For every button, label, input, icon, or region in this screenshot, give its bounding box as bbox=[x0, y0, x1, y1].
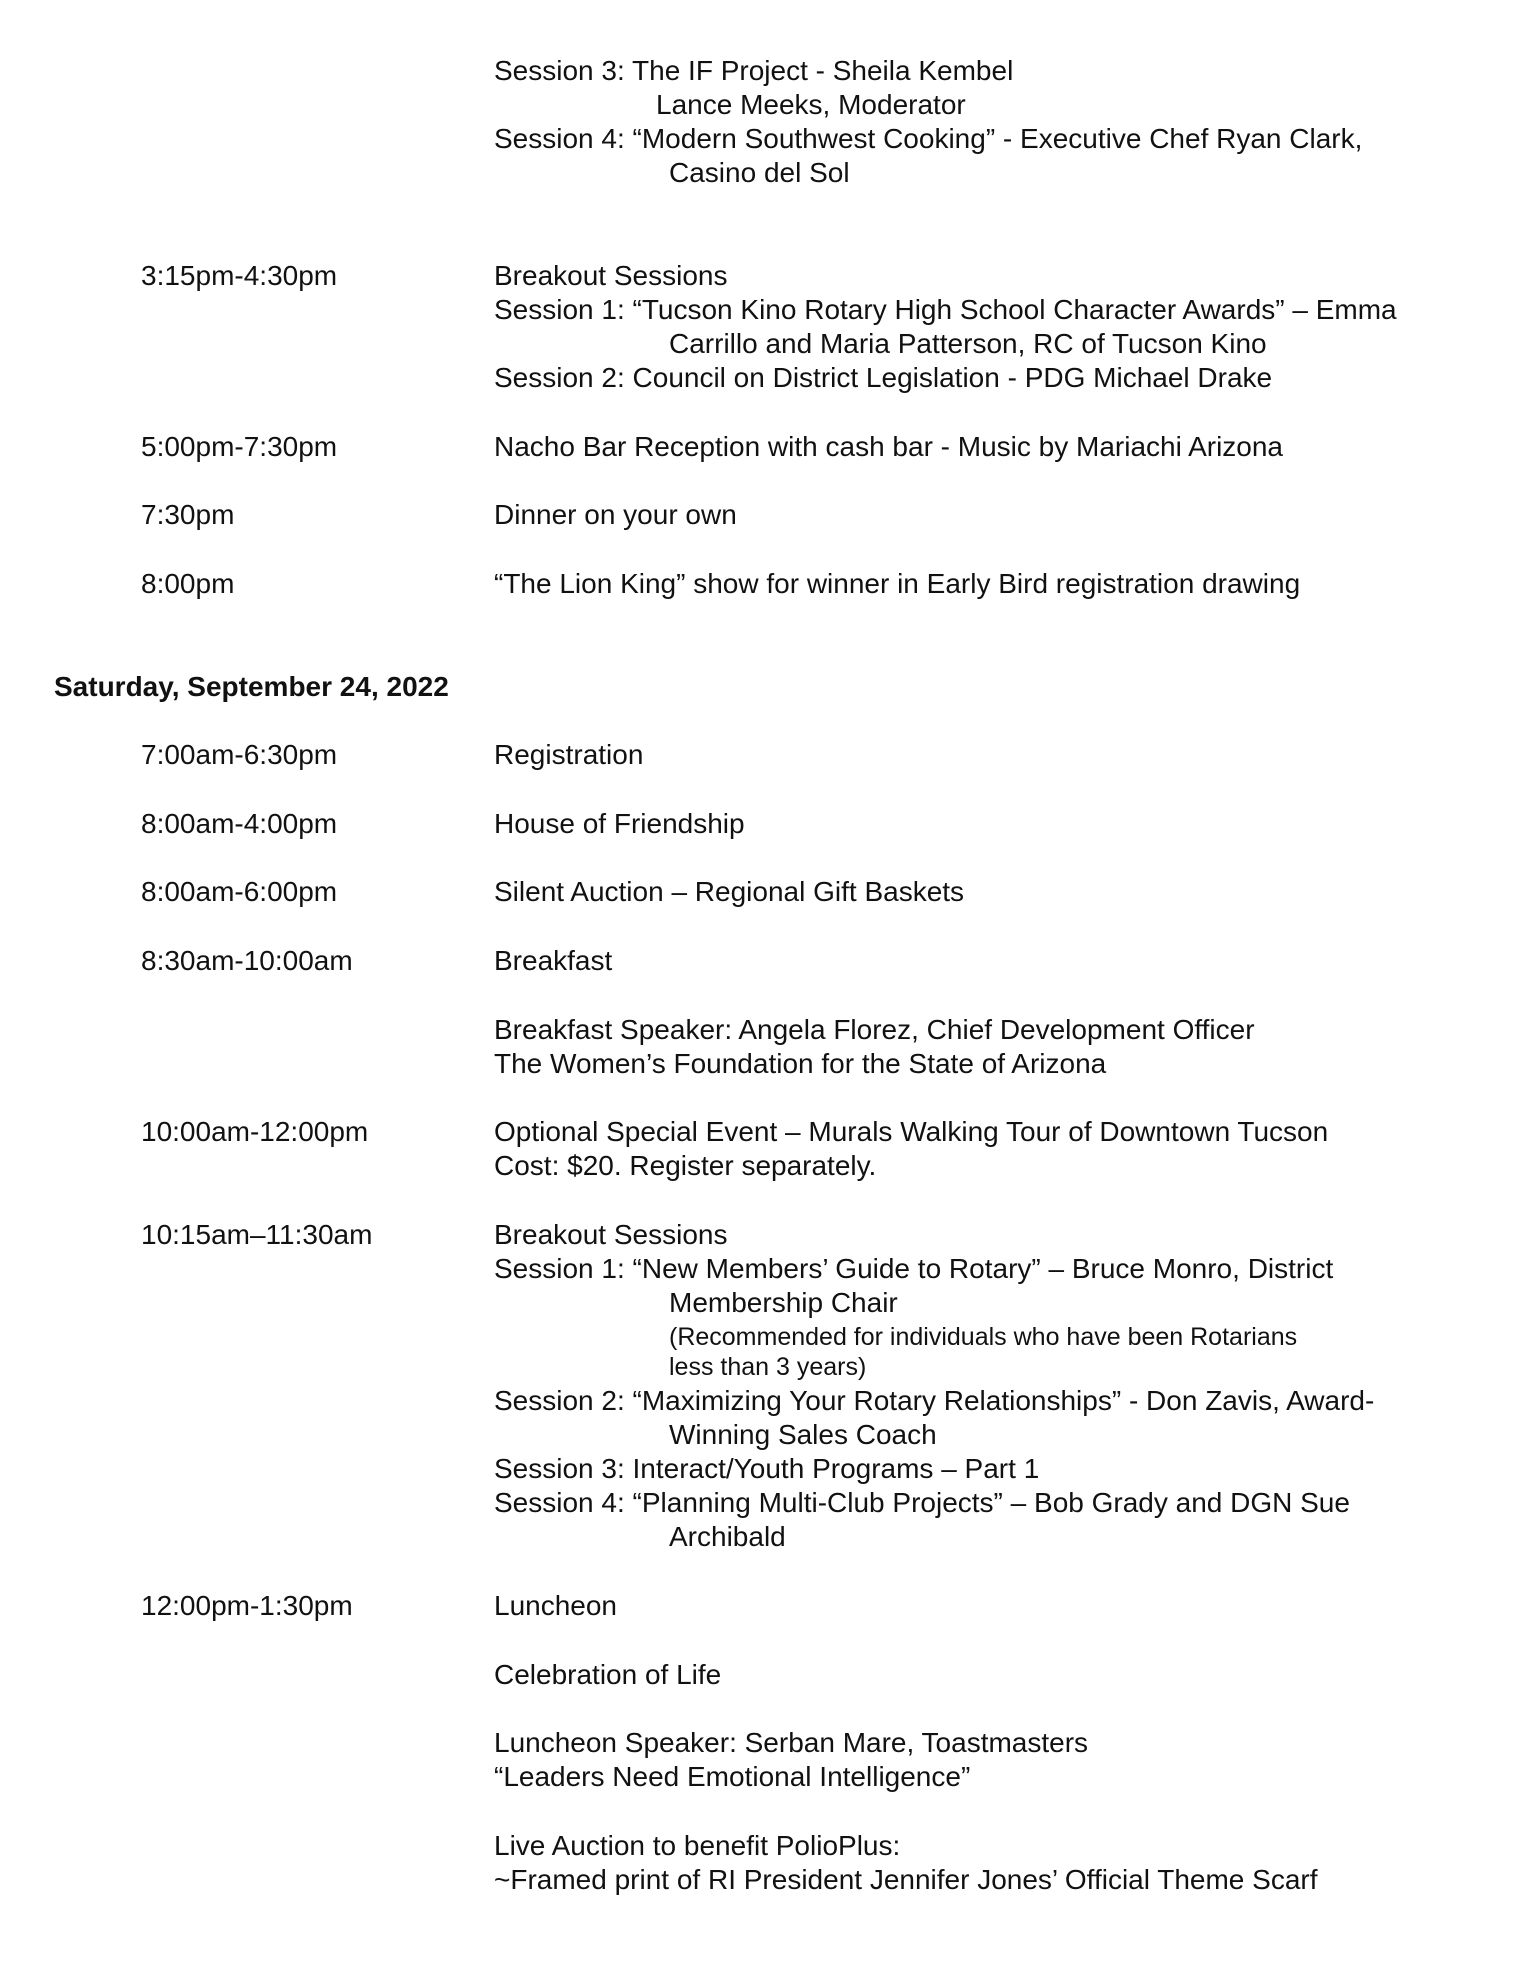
silent-auction-time: 8:00am-6:00pm bbox=[141, 876, 338, 907]
nacho-reception: Nacho Bar Reception with cash bar - Music by Mariachi Arizona bbox=[494, 431, 1284, 462]
breakfast: Breakfast bbox=[494, 945, 613, 976]
luncheon: Luncheon bbox=[494, 1590, 618, 1621]
saturday-session-2: Session 2: “Maximizing Your Rotary Relationships” - Don Zavis, Award- bbox=[494, 1385, 1375, 1416]
luncheon-speaker-topic: “Leaders Need Emotional Intelligence” bbox=[494, 1761, 971, 1792]
session-4-line: Session 4: “Modern Southwest Cooking” - Executive Chef Ryan Clark, bbox=[494, 123, 1363, 154]
breakout-title: Breakout Sessions bbox=[494, 260, 728, 291]
saturday-session-1: Session 1: “New Members’ Guide to Rotary” – Bruce Monro, District bbox=[494, 1253, 1334, 1284]
dinner-time: 7:30pm bbox=[141, 499, 235, 530]
live-auction-item: ~Framed print of RI President Jennifer Jones’ Official Theme Scarf bbox=[494, 1864, 1318, 1895]
lion-king-show: “The Lion King” show for winner in Early Bird registration drawing bbox=[494, 568, 1301, 599]
saturday-session-1-note-continuation: less than 3 years) bbox=[669, 1353, 867, 1381]
breakfast-speaker-organization: The Women’s Foundation for the State of Arizona bbox=[494, 1048, 1107, 1079]
house-of-friendship-time: 8:00am-4:00pm bbox=[141, 808, 338, 839]
nacho-time: 5:00pm-7:30pm bbox=[141, 431, 338, 462]
saturday-session-2-continuation: Winning Sales Coach bbox=[669, 1419, 937, 1450]
luncheon-time: 12:00pm-1:30pm bbox=[141, 1590, 353, 1621]
lion-king-time: 8:00pm bbox=[141, 568, 235, 599]
breakout-session-1-continuation: Carrillo and Maria Patterson, RC of Tucson Kino bbox=[669, 328, 1267, 359]
registration-time: 7:00am-6:30pm bbox=[141, 739, 338, 770]
session-3-moderator: Lance Meeks, Moderator bbox=[656, 89, 966, 120]
murals-tour: Optional Special Event – Murals Walking Tour of Downtown Tucson bbox=[494, 1116, 1329, 1147]
breakfast-speaker: Breakfast Speaker: Angela Florez, Chief Development Officer bbox=[494, 1014, 1255, 1045]
saturday-session-1-note: (Recommended for individuals who have been Rotarians bbox=[669, 1323, 1298, 1351]
murals-tour-time: 10:00am-12:00pm bbox=[141, 1116, 369, 1147]
dinner: Dinner on your own bbox=[494, 499, 737, 530]
silent-auction: Silent Auction – Regional Gift Baskets bbox=[494, 876, 965, 907]
live-auction: Live Auction to benefit PolioPlus: bbox=[494, 1830, 901, 1861]
breakfast-time: 8:30am-10:00am bbox=[141, 945, 353, 976]
breakout-time: 3:15pm-4:30pm bbox=[141, 260, 338, 291]
saturday-heading: Saturday, September 24, 2022 bbox=[54, 671, 449, 702]
saturday-breakout-title: Breakout Sessions bbox=[494, 1219, 728, 1250]
house-of-friendship: House of Friendship bbox=[494, 808, 745, 839]
breakout-session-1: Session 1: “Tucson Kino Rotary High School Character Awards” – Emma bbox=[494, 294, 1397, 325]
saturday-session-1-continuation: Membership Chair bbox=[669, 1287, 898, 1318]
saturday-session-4: Session 4: “Planning Multi-Club Projects” – Bob Grady and DGN Sue bbox=[494, 1487, 1350, 1518]
saturday-breakout-time: 10:15am–11:30am bbox=[141, 1219, 373, 1250]
luncheon-speaker: Luncheon Speaker: Serban Mare, Toastmasters bbox=[494, 1727, 1089, 1758]
murals-tour-cost: Cost: $20. Register separately. bbox=[494, 1150, 877, 1181]
celebration-of-life: Celebration of Life bbox=[494, 1659, 722, 1690]
session-3-line: Session 3: The IF Project - Sheila Kembel bbox=[494, 55, 1014, 86]
registration: Registration bbox=[494, 739, 644, 770]
saturday-session-3: Session 3: Interact/Youth Programs – Part 1 bbox=[494, 1453, 1040, 1484]
saturday-session-4-continuation: Archibald bbox=[669, 1521, 786, 1552]
session-4-continuation: Casino del Sol bbox=[669, 157, 850, 188]
breakout-session-2: Session 2: Council on District Legislation - PDG Michael Drake bbox=[494, 362, 1273, 393]
